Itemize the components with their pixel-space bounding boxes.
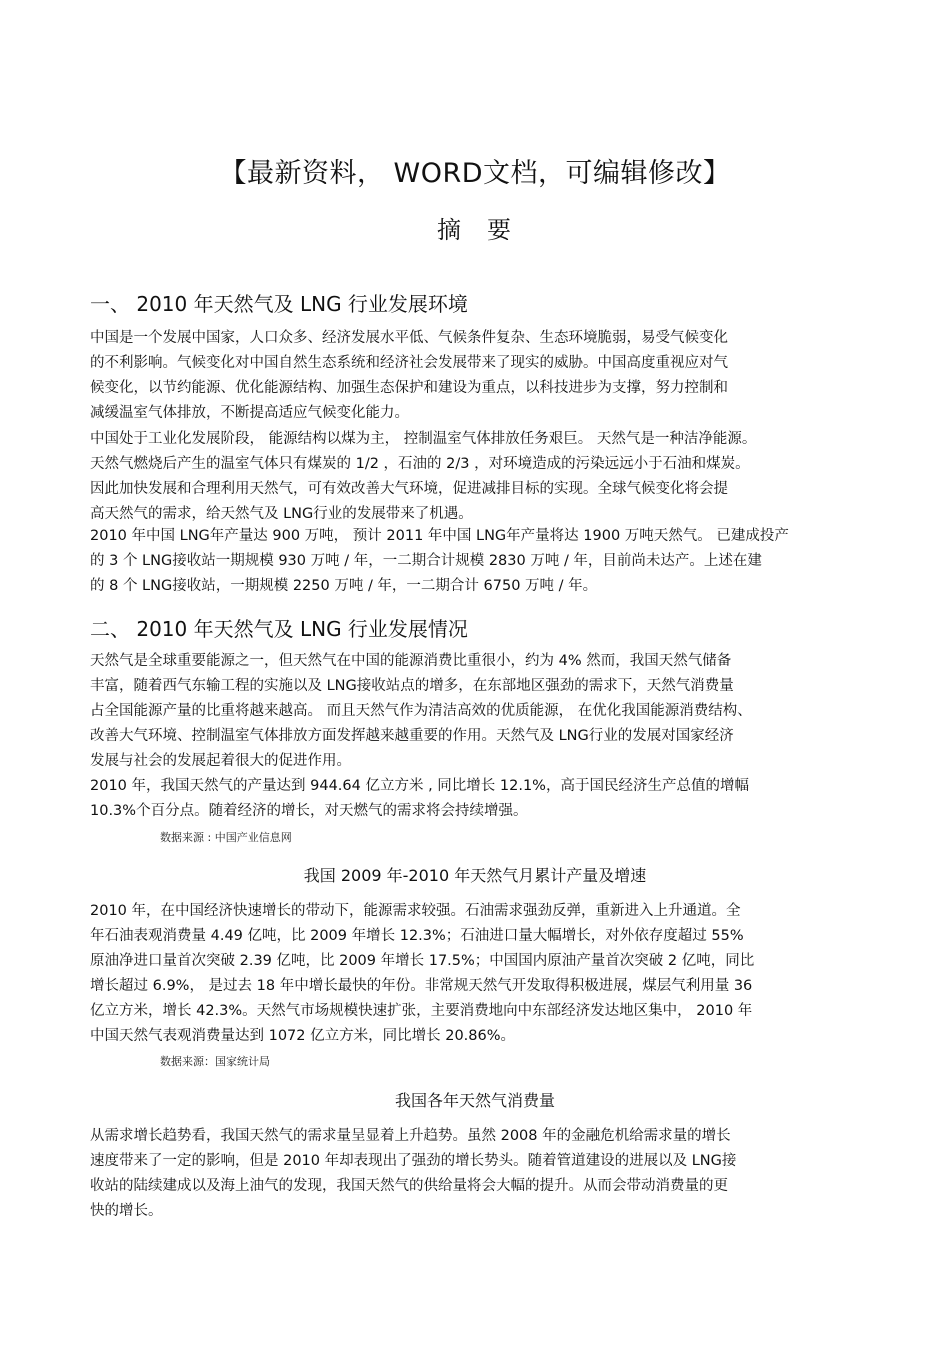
text-line: 的不利影响。气候变化对中国自然生态系统和经济社会发展带来了现实的威胁。中国高度重视应对气 [90, 355, 728, 371]
text-line: 年石油表观消费量 4.49 亿吨，比 2009 年增长 12.3%；石油进口量大幅增长，对外依存度超过 55% [90, 928, 744, 944]
text-line: 中国天然气表观消费量达到 1072 亿立方米，同比增长 20.86%。 [90, 1028, 516, 1044]
chart-caption: 我国 2009 年-2010 年天然气月累计产量及增速 [303, 866, 647, 885]
page-title: 摘要 [437, 216, 537, 244]
section2-paragraph-2 [90, 774, 860, 824]
text-line: 快的增长。 [90, 1203, 163, 1219]
text-line: 的 3 个 LNG接收站一期规模 930 万吨 / 年，一二期合计规模 2830 万吨 / 年，目前尚未达产。上述在建 [90, 553, 762, 569]
text-line: 中国处于工业化发展阶段， 能源结构以煤为主， 控制温室气体排放任务艰巨。 天然气是一种洁净能源。 [90, 431, 757, 447]
data-source-note: 数据来源 : 中国产业信息网 [160, 831, 292, 844]
section2-paragraph-4 [90, 1124, 860, 1224]
section2-paragraph-3 [90, 899, 860, 1049]
text-line: 增长超过 6.9%， 是过去 18 年中增长最快的年份。非常规天然气开发取得积极进展，煤层气利用量 36 [90, 978, 753, 994]
section-heading-1: 一、 2010 年天然气及 LNG 行业发展环境 [90, 292, 468, 316]
text-line: 丰富，随着西气东输工程的实施以及 LNG接收站点的增多，在东部地区强劲的需求下，天然气消费量 [90, 678, 734, 694]
section1-paragraph-3 [90, 524, 860, 599]
document-banner: 【最新资料， WORD文档，可编辑修改】 [219, 158, 731, 189]
text-line: 2010 年中国 LNG年产量达 900 万吨， 预计 2011 年中国 LNG年产量将达 1900 万吨天然气。 已建成投产 [90, 528, 789, 544]
section1-paragraph-1 [90, 326, 860, 426]
text-line: 候变化，以节约能源、优化能源结构、加强生态保护和建设为重点，以科技进步为支撑，努力控制和 [90, 380, 728, 396]
text-line: 的 8 个 LNG接收站，一期规模 2250 万吨 / 年，一二期合计 6750 万吨 / 年。 [90, 578, 598, 594]
data-source-note: 数据来源：国家统计局 [160, 1055, 270, 1068]
section1-paragraph-2 [90, 427, 860, 527]
text-line: 占全国能源产量的比重将越来越高。 而且天然气作为清洁高效的优质能源， 在优化我国能源消费结构、 [90, 703, 752, 719]
text-line: 发展与社会的发展起着很大的促进作用。 [90, 753, 351, 769]
text-line: 亿立方米，增长 42.3%。天然气市场规模快速扩张，主要消费地向中东部经济发达地区集中， 2010 年 [90, 1003, 753, 1019]
text-line: 高天然气的需求，给天然气及 LNG行业的发展带来了机遇。 [90, 506, 473, 522]
text-line: 10.3%个百分点。随着经济的增长，对天燃气的需求将会持续增强。 [90, 803, 528, 819]
text-line: 2010 年，在中国经济快速增长的带动下，能源需求较强。石油需求强劲反弹，重新进入上升通道。全 [90, 903, 741, 919]
text-line: 2010 年，我国天然气的产量达到 944.64 亿立方米 , 同比增长 12.1%，高于国民经济生产总值的增幅 [90, 778, 749, 794]
text-line: 中国是一个发展中国家，人口众多、经济发展水平低、气候条件复杂、生态环境脆弱，易受气候变化 [90, 330, 728, 346]
text-line: 速度带来了一定的影响，但是 2010 年却表现出了强劲的增长势头。随着管道建设的进展以及 LNG接 [90, 1153, 737, 1169]
text-line: 天然气是全球重要能源之一，但天然气在中国的能源消费比重很小，约为 4% 然而，我国天然气储备 [90, 653, 732, 669]
text-line: 减缓温室气体排放，不断提高适应气候变化能力。 [90, 405, 409, 421]
text-line: 收站的陆续建成以及海上油气的发现，我国天然气的供给量将会大幅的提升。从而会带动消费量的更 [90, 1178, 728, 1194]
text-line: 原油净进口量首次突破 2.39 亿吨，比 2009 年增长 17.5%；中国国内原油产量首次突破 2 亿吨，同比 [90, 953, 755, 969]
text-line: 天然气燃烧后产生的温室气体只有煤炭的 1/2 ，石油的 2/3 ，对环境造成的污染远远小于石油和煤炭。 [90, 456, 750, 472]
text-line: 改善大气环境、控制温室气体排放方面发挥越来越重要的作用。天然气及 LNG行业的发展对国家经济 [90, 728, 734, 744]
text-line: 从需求增长趋势看，我国天然气的需求量呈显着上升趋势。虽然 2008 年的金融危机给需求量的增长 [90, 1128, 731, 1144]
chart-caption: 我国各年天然气消费量 [394, 1091, 555, 1110]
section-heading-2: 二、 2010 年天然气及 LNG 行业发展情况 [90, 617, 468, 641]
section2-paragraph-1 [90, 649, 860, 774]
text-line: 因此加快发展和合理利用天然气，可有效改善大气环境，促进减排目标的实现。全球气候变化将会提 [90, 481, 728, 497]
